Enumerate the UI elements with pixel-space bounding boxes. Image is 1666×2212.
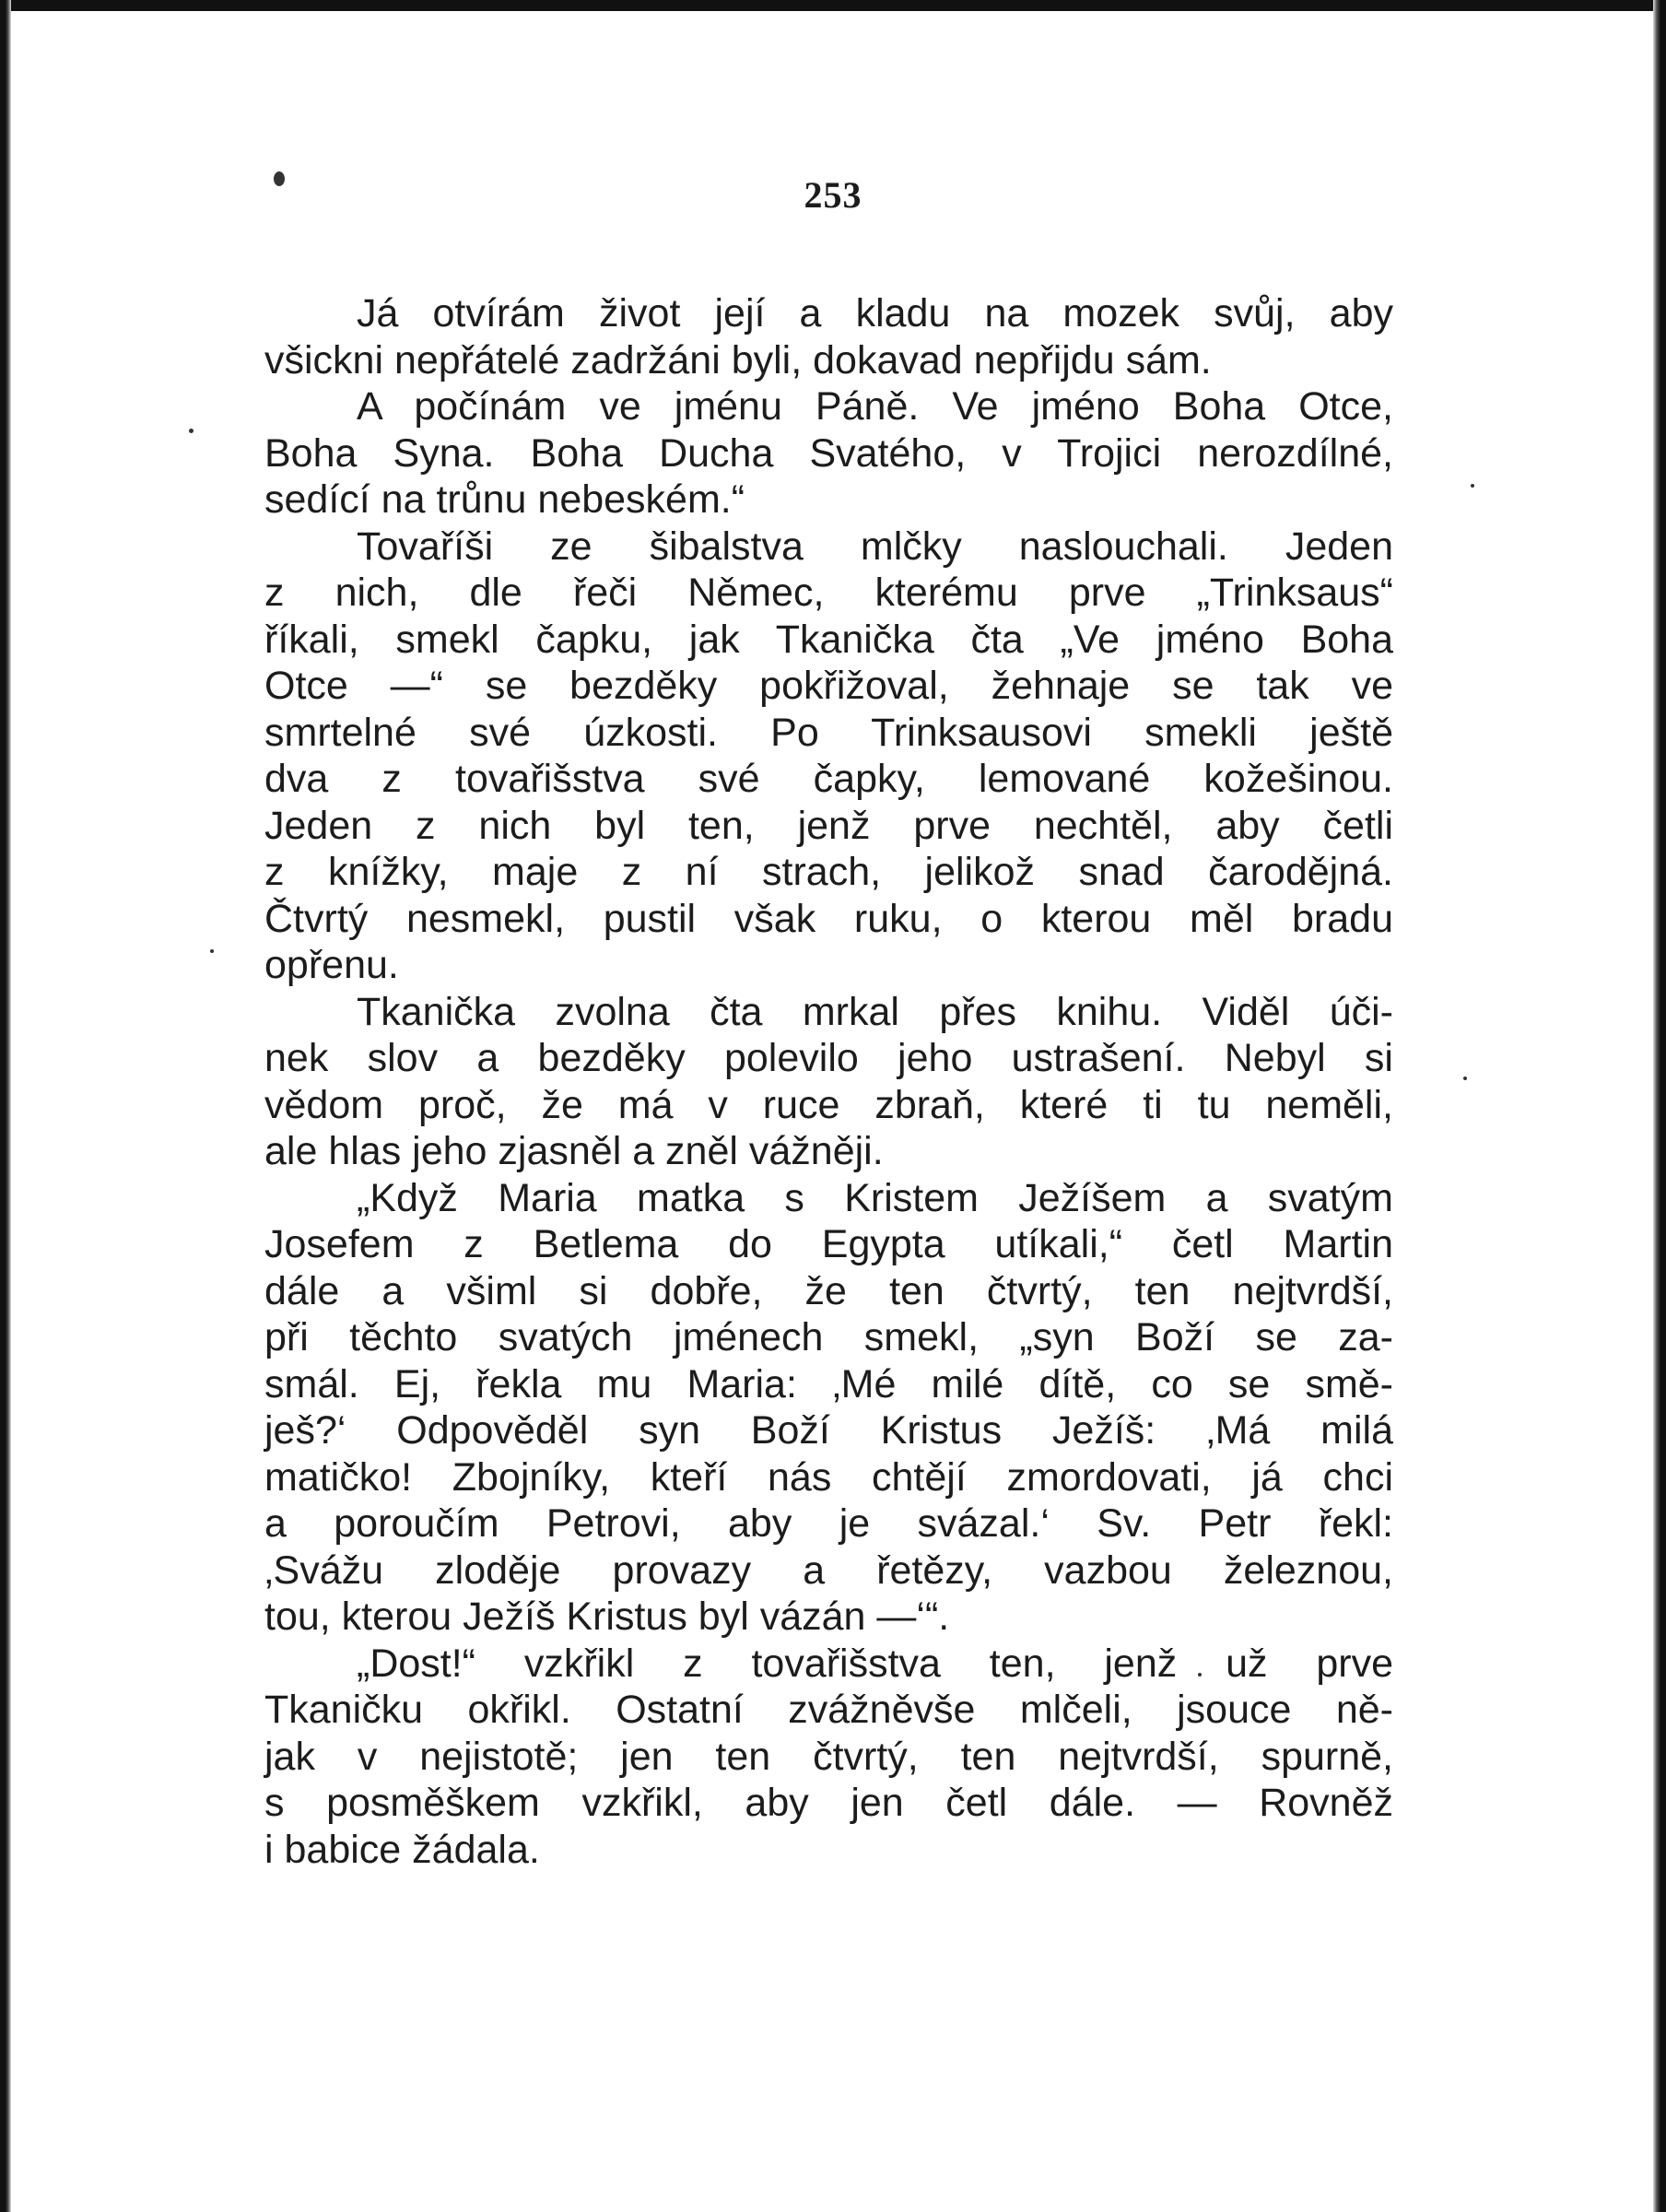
text-line: „Dost!“ vzkřikl z tovařišstva ten, jenž už prve bbox=[357, 1641, 1393, 1686]
ink-speck bbox=[1471, 484, 1474, 488]
text-line: ješ?‘ Odpověděl syn Boží Kristus Ježíš: ‚Má milá bbox=[264, 1408, 1393, 1453]
text-line: tou, kterou Ježíš Kristus byl vázán —‘“. bbox=[264, 1594, 950, 1639]
paragraph bbox=[264, 1175, 1393, 1641]
text-line: smál. Ej, řekla mu Maria: ‚Mé milé dítě, co se smě- bbox=[264, 1361, 1393, 1406]
ink-speck bbox=[189, 429, 194, 433]
text-line: Tkaničku okřikl. Ostatní zvážněvše mlčeli, jsouce ně- bbox=[264, 1688, 1393, 1732]
text-line: ‚Svážu zloděje provazy a řetězy, vazbou železnou, bbox=[264, 1547, 1393, 1593]
text-line: Tovaříši ze šibalstva mlčky naslouchali. Jeden bbox=[357, 524, 1393, 569]
scan-border-top bbox=[0, 0, 1666, 11]
scan-border-left bbox=[0, 0, 11, 2212]
text-line: ale hlas jeho zjasněl a zněl vážněji. bbox=[264, 1129, 884, 1173]
text-line: opřenu. bbox=[264, 943, 399, 987]
text-line: říkali, smekl čapku, jak Tkanička čta „Ve jméno Boha bbox=[264, 617, 1393, 662]
paragraph bbox=[264, 290, 1393, 383]
text-line: i babice žádala. bbox=[264, 1827, 540, 1872]
page-number: 253 bbox=[804, 174, 862, 216]
text-line: s posměškem vzkřikl, aby jen četl dále. — Rovněž bbox=[264, 1781, 1393, 1825]
text-line: dva z tovařišstva své čapky, lemované kožešinou. bbox=[264, 757, 1393, 801]
text-line: A počínám ve jménu Páně. Ve jméno Boha Otce, bbox=[357, 384, 1393, 429]
text-line: Otce —“ se bezděky pokřižoval, žehnaje se tak ve bbox=[264, 664, 1393, 708]
text-body bbox=[264, 290, 1393, 1873]
text-line: matičko! Zbojníky, kteří nás chtějí zmordovati, já chci bbox=[264, 1454, 1393, 1500]
text-line: Já otvírám život její a kladu na mozek svůj, aby bbox=[357, 291, 1393, 335]
text-line: Boha Syna. Boha Ducha Svatého, v Trojici nerozdílné, bbox=[264, 430, 1393, 476]
text-line: z nich, dle řeči Němec, kterému prve „Trinksaus“ bbox=[264, 571, 1393, 615]
paragraph bbox=[264, 1641, 1393, 1874]
text-line: z knížky, maje z ní strach, jelikož snad čarodějná. bbox=[264, 850, 1393, 894]
text-line: Josefem z Betlema do Egypta utíkali,“ četl Martin bbox=[264, 1222, 1393, 1266]
ink-speck bbox=[210, 949, 214, 953]
text-line: sedící na trůnu nebeském.“ bbox=[264, 477, 745, 522]
text-line: smrtelné své úzkosti. Po Trinksausovi smekli ještě bbox=[264, 710, 1393, 755]
paragraph bbox=[264, 989, 1393, 1175]
text-line: Čtvrtý nesmekl, pustil však ruku, o kterou měl bradu bbox=[264, 896, 1393, 941]
text-line: Tkanička zvolna čta mrkal přes knihu. Viděl úči- bbox=[357, 989, 1393, 1034]
text-line: Jeden z nich byl ten, jenž prve nechtěl, aby četli bbox=[264, 803, 1393, 848]
text-line: vědom proč, že má v ruce zbraň, které ti tu neměli, bbox=[264, 1082, 1393, 1127]
text-line: „Když Maria matka s Kristem Ježíšem a svatým bbox=[357, 1175, 1393, 1220]
paragraph bbox=[264, 383, 1393, 524]
text-line: všickni nepřátelé zadržáni byli, dokavad nepřijdu sám. bbox=[264, 337, 1212, 382]
paragraph bbox=[264, 524, 1393, 989]
ink-speck bbox=[1463, 1077, 1467, 1080]
text-line: dále a všiml si dobře, že ten čtvrtý, ten nejtvrdší, bbox=[264, 1268, 1393, 1313]
text-line: nek slov a bezděky polevilo jeho ustrašení. Nebyl si bbox=[264, 1036, 1393, 1080]
text-line: a poroučím Petrovi, aby je svázal.‘ Sv. Petr řekl: bbox=[264, 1501, 1393, 1546]
scan-border-right bbox=[1653, 0, 1666, 2212]
text-line: při těchto svatých jménech smekl, „syn Boží se za- bbox=[264, 1315, 1393, 1359]
text-line: jak v nejistotě; jen ten čtvrtý, ten nejtvrdší, spurně, bbox=[264, 1734, 1393, 1779]
